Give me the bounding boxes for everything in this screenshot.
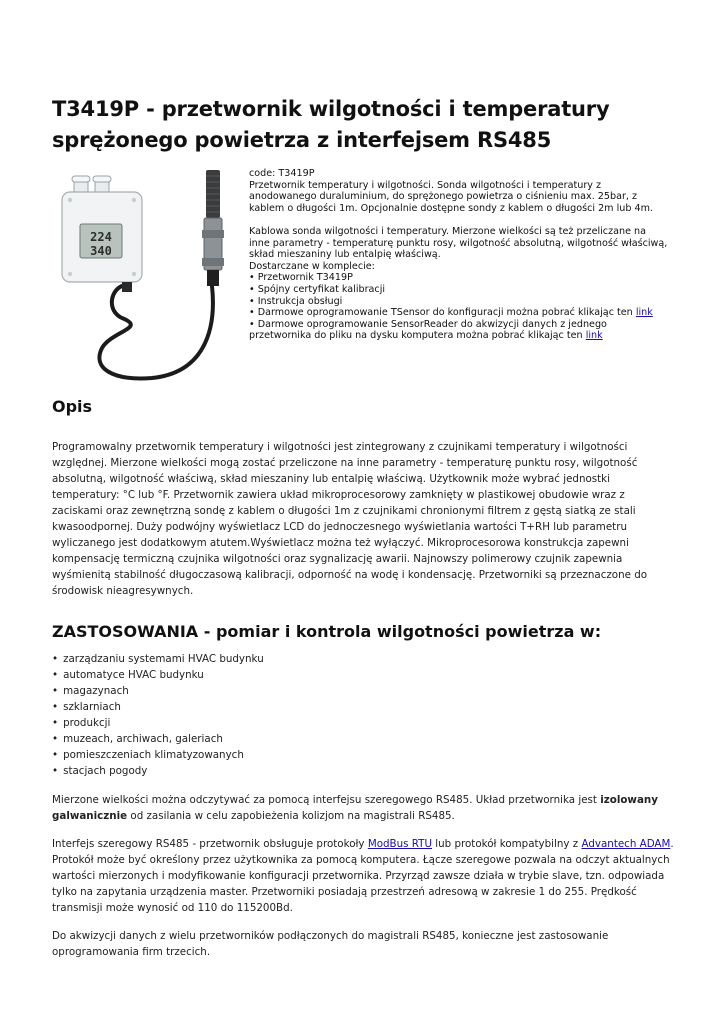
opis-text-block xyxy=(52,439,674,599)
list-item: • szklarniach xyxy=(52,699,264,715)
rs485-paragraph: Mierzone wielkości można odczytywać za pomocą interfejsu szeregowego RS485. Układ przetwornika jest izolowany galwanicznie od zasilania w celu zapobieżenia kolizjom na magistrali RS485. xyxy=(52,794,658,822)
kit-item: • Spójny certyfikat kalibracji xyxy=(249,283,386,295)
product-description: Przetwornik temperatury i wilgotności. Sonda wilgotności i temperatury z anodowanego duraluminium, do sprężonego powietrza o ciśnieniu max. 25bar, z kablem o długości 1m. Opcjonalnie dostępne sondy z kablem o długości 2m lub 4m. xyxy=(249,179,653,214)
kit-item: • Darmowe oprogramowanie SensorReader do akwizycji danych z jednego przetwornika do pliku na dysku komputera można pobrać klikając ten link xyxy=(249,318,607,342)
product-code: code: T3419P xyxy=(249,168,315,179)
kit-heading: Dostarczane w komplecie: xyxy=(249,260,375,272)
third-party-paragraph xyxy=(52,928,674,960)
isolation-emphasis: izolowany galwanicznie xyxy=(52,794,658,822)
page-title: T3419P - przetwornik wilgotności i temperatury sprężonego powietrza z interfejsem RS485 xyxy=(52,97,610,152)
tsensor-download-link[interactable]: link xyxy=(635,307,653,319)
kit-item: • Darmowe oprogramowanie TSensor do konfiguracji można pobrać klikając ten link xyxy=(249,307,653,319)
list-item: • pomieszczeniach klimatyzowanych xyxy=(52,747,264,763)
list-item: • automatyce HVAC budynku xyxy=(52,667,264,683)
third-party-text: Do akwizycji danych z wielu przetworników podłączonych do magistrali RS485, konieczne jest zastosowanie oprogramowania firm trzecich. xyxy=(52,930,609,958)
protocol-paragraph: Interfejs szeregowy RS485 - przetwornik obsługuje protokoły ModBus RTU lub protokół kompatybilny z Advantech ADAM. Protokół może być określony przez użytkownika za pomocą komputera. Łącze szeregowe pozwala na odczyt aktualnych wartości mierzonych i modyfikowanie konfiguracji przetwornika. Przyrząd zawsze działa w trybie slave, tzn. odpowiada tylko na zapytania urządzenia master. Przetworniki posiadają przestrzeń adresową w zakresie 1 do 255. Prędkość transmisji może wynosić od 110 do 115200Bd. xyxy=(52,838,674,914)
opis-text: Programowalny przetwornik temperatury i wilgotności jest zintegrowany z czujnikami temperatury i wilgotności względnej. Mierzone wielkości mogą zostać przeliczone na inne parametry - temperaturę punktu rosy, wilgotność absolutną, wilgotność właściwą, skład mieszaniny lub entalpię właściwą. Użytkownik może wybrać jednostki temperatury: °C lub °F. Przetwornik zawiera układ mikroprocesorowy zamknięty w plastikowej obudowie wraz z zaciskami oraz zewnętrzną sondę z kablem o długości 1m z czujnikami chronionymi filtrem z gęstą siatką ze stali kwasoodpornej. Duży podwójny wyświetlacz LCD do jednoczesnego wyświetlania wartości T+RH lub parametru wyliczanego jest dodatkowym atutem.Wyświetlacz można też wyłączyć. Mikroprocesorowa konstrukcja zapewni kompensację termiczną czujnika wilgotności oraz sygnalizację awarii. Najnowszy polimerowy czujnik zapewnia wyśmienitą stabilność długoczasową kalibracji, odporność na wodę i kondensację. Przetworniki są przeznaczone do środowisk nieagresywnych. xyxy=(52,441,648,597)
zastosowania-heading: ZASTOSOWANIA - pomiar i kontrola wilgotności powietrza w: xyxy=(52,622,602,641)
applications-list xyxy=(52,651,264,779)
kit-item: • Przetwornik T3419P xyxy=(249,272,353,284)
opis-heading: Opis xyxy=(52,397,93,416)
list-item: • muzeach, archiwach, galeriach xyxy=(52,731,264,747)
advantech-adam-link[interactable]: Advantech ADAM xyxy=(581,838,671,850)
sensorreader-download-link[interactable]: link xyxy=(585,330,603,342)
kit-item: • Instrukcja obsługi xyxy=(249,295,343,307)
svg-text:224: 224 xyxy=(90,230,112,244)
probe-cable xyxy=(99,286,212,378)
svg-text:340: 340 xyxy=(90,244,112,258)
list-item: • magazynach xyxy=(52,683,264,699)
list-item: • stacjach pogody xyxy=(52,763,264,779)
modbus-rtu-link[interactable]: ModBus RTU xyxy=(367,838,432,850)
probe-description: Kablowa sonda wilgotności i temperatury. Mierzone wielkości są też przeliczane na inne parametry - temperaturę punktu rosy, wilgotność absolutną, wilgotność właściwą, skład mieszaniny lub entalpię właściwą. xyxy=(249,225,668,261)
list-item: • produkcji xyxy=(52,715,264,731)
product-image xyxy=(52,168,240,386)
list-item: • zarządzaniu systemami HVAC budynku xyxy=(52,651,264,667)
product-info xyxy=(249,168,669,342)
